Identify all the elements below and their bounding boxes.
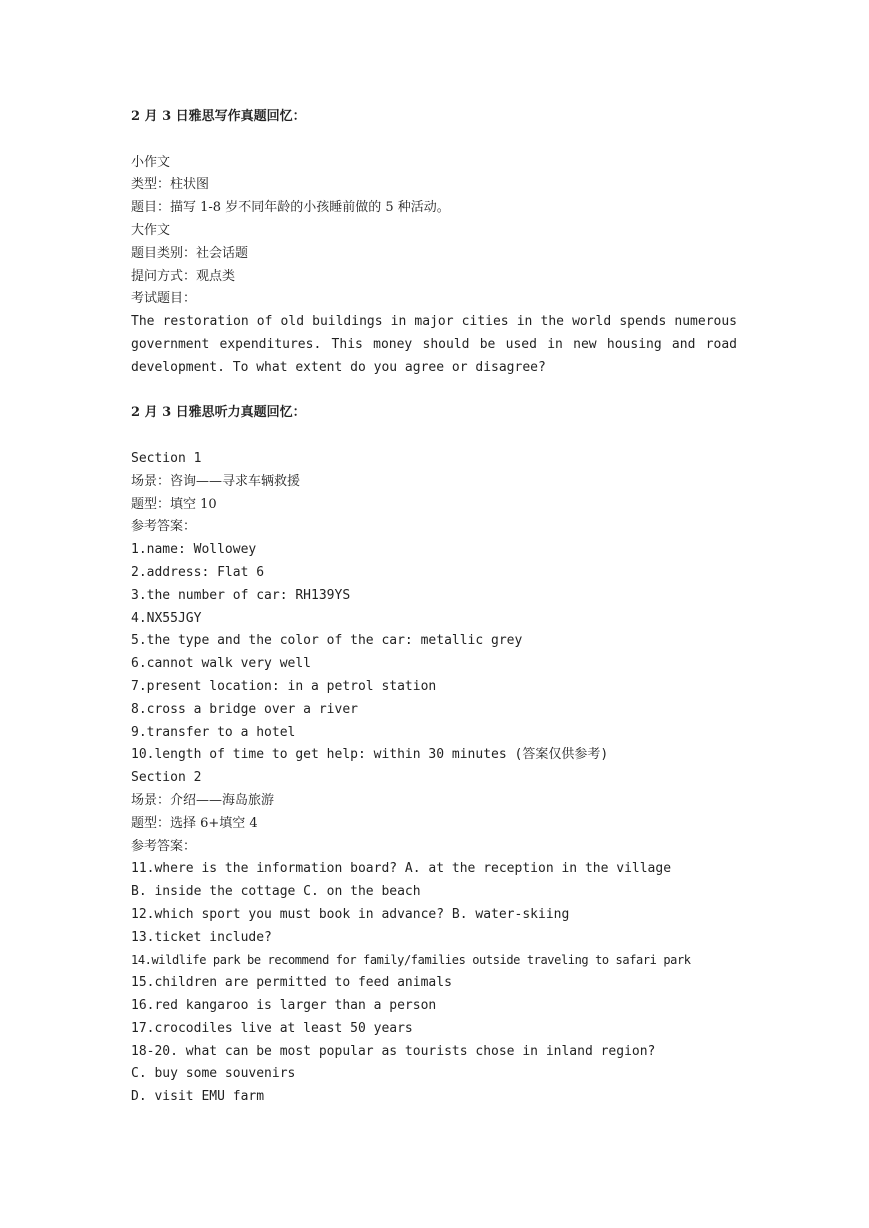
answer-line: 17.crocodiles live at least 50 years [131,1020,413,1036]
answer-line: 7.present location: in a petrol station [131,678,437,694]
scene-line: 场景：咨询——寻求车辆救援 [131,473,301,489]
answer-line: 3.the number of car: RH139YS [131,587,351,603]
answer-line: 5.the type and the color of the car: metallic grey [131,633,523,649]
answer-line: C. buy some souvenirs [131,1066,296,1082]
answer-line: 16.red kangaroo is larger than a person [131,998,437,1014]
answer-line: 15.children are permitted to feed animals [131,975,452,991]
exam-question-line: The restoration of old buildings in major cities in the world spends numerous [131,314,737,330]
answer-line: 18-20. what can be most popular as tourists chose in inland region? [131,1043,656,1059]
listening-content [131,448,737,1109]
small-essay-topic: 题目：描写 1-8 岁不同年龄的小孩睡前做的 5 种活动。 [131,200,450,216]
spacer [131,129,737,152]
answer-line: 2.address: Flat 6 [131,564,265,580]
document-page [131,106,737,1109]
question-type-line: 题型：选择 6+填空 4 [131,815,258,831]
question-type-line: 题型：填空 10 [131,496,217,512]
big-essay-exam-label: 考试题目： [131,291,197,307]
small-essay-type: 类型：柱状图 [131,177,210,193]
answer-line: 14.wildlife park be recommend for family/families outside traveling to safari park [131,953,691,968]
section-title: Section 2 [131,770,202,786]
answer-label: 参考答案： [131,838,197,854]
answer-line: 4.NX55JGY [131,610,202,626]
answer-line: 10.length of time to get help: within 30 minutes (答案仅供参考) [131,747,609,763]
answer-line: D. visit EMU farm [131,1089,265,1105]
exam-question-line: development. To what extent do you agree or disagree? [131,359,546,375]
exam-question-line: government expenditures. This money should be used in new housing and road [131,336,737,352]
big-essay-question-style: 提问方式：观点类 [131,268,236,284]
listening-heading: 2 月 3 日雅思听力真题回忆： [131,405,306,421]
spacer [131,380,737,403]
answer-line: 11.where is the information board? A. at the reception in the village [131,861,672,877]
answer-line: 9.transfer to a hotel [131,724,296,740]
big-essay-category: 题目类别：社会话题 [131,245,249,261]
spacer [131,425,737,448]
writing-heading: 2 月 3 日雅思写作真题回忆： [131,109,306,124]
answer-line: 8.cross a bridge over a river [131,701,358,717]
answer-line: 12.which sport you must book in advance? B. water-skiing [131,906,570,922]
answer-line: 6.cannot walk very well [131,656,312,672]
scene-line: 场景：介绍——海岛旅游 [131,792,275,808]
section-title: Section 1 [131,450,202,466]
answer-label: 参考答案： [131,519,197,535]
answer-line: 13.ticket include? [131,929,272,945]
answer-line: B. inside the cottage C. on the beach [131,884,421,900]
small-essay-title: 小作文 [131,154,171,170]
big-essay-title: 大作文 [131,222,171,238]
answer-line: 1.name: Wollowey [131,542,257,558]
